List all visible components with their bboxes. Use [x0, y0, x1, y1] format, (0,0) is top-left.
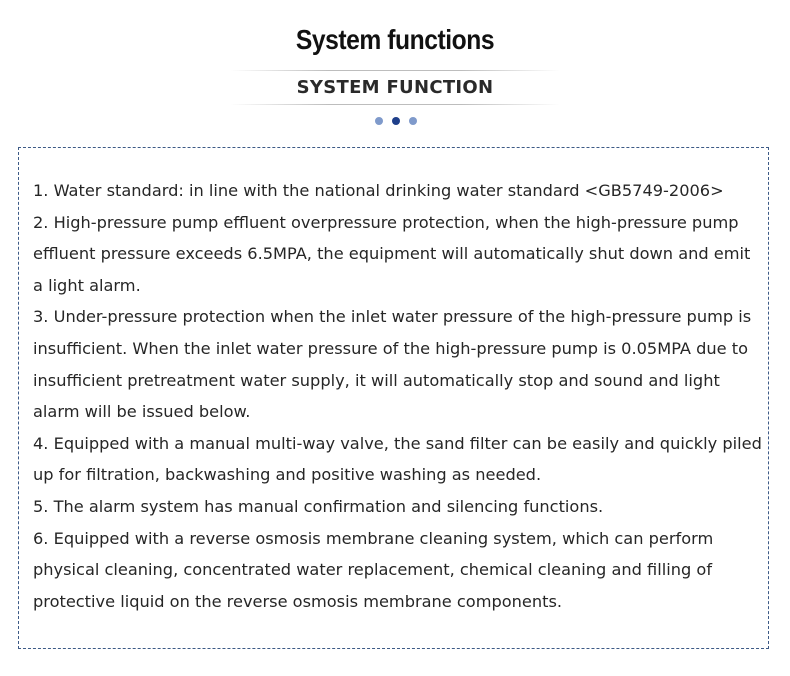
- title-divider-top: [230, 70, 560, 71]
- feature-item-4: 4. Equipped with a manual multi-way valve, the sand filter can be easily and quickly piled up for filtration, backwashing and positive washing as needed.: [33, 433, 762, 485]
- page-title: System functions: [295, 24, 495, 55]
- page-subtitle: SYSTEM FUNCTION: [296, 77, 494, 98]
- feature-item-6: 6. Equipped with a reverse osmosis membrane cleaning system, which can perform physical cleaning, concentrated water replacement, chemical cleaning and filling of protective liquid on the reverse osmosis membrane components.: [33, 528, 714, 611]
- feature-item-5: 5. The alarm system has manual confirmation and silencing functions.: [33, 496, 604, 516]
- title-divider-bottom: [230, 104, 560, 105]
- dot-indicator-3: [409, 117, 417, 125]
- feature-item-2: 2. High-pressure pump effluent overpressure protection, when the high-pressure pump effluent pressure exceeds 6.5MPA, the equipment will automatically shut down and emit a light alarm.: [33, 212, 751, 295]
- dot-indicator-2-active: [392, 117, 400, 125]
- feature-item-3: 3. Under-pressure protection when the inlet water pressure of the high-pressure pump is insufficient. When the inlet water pressure of the high-pressure pump is 0.05MPA due to insufficient pretreatment water supply, it will automatically stop and sound and light alarm will be issued below.: [33, 307, 752, 422]
- dot-indicator-1: [375, 117, 383, 125]
- feature-item-1: 1. Water standard: in line with the national drinking water standard <GB5749-2006>: [33, 181, 724, 200]
- feature-list: [33, 175, 763, 617]
- pagination-dots: [375, 116, 417, 126]
